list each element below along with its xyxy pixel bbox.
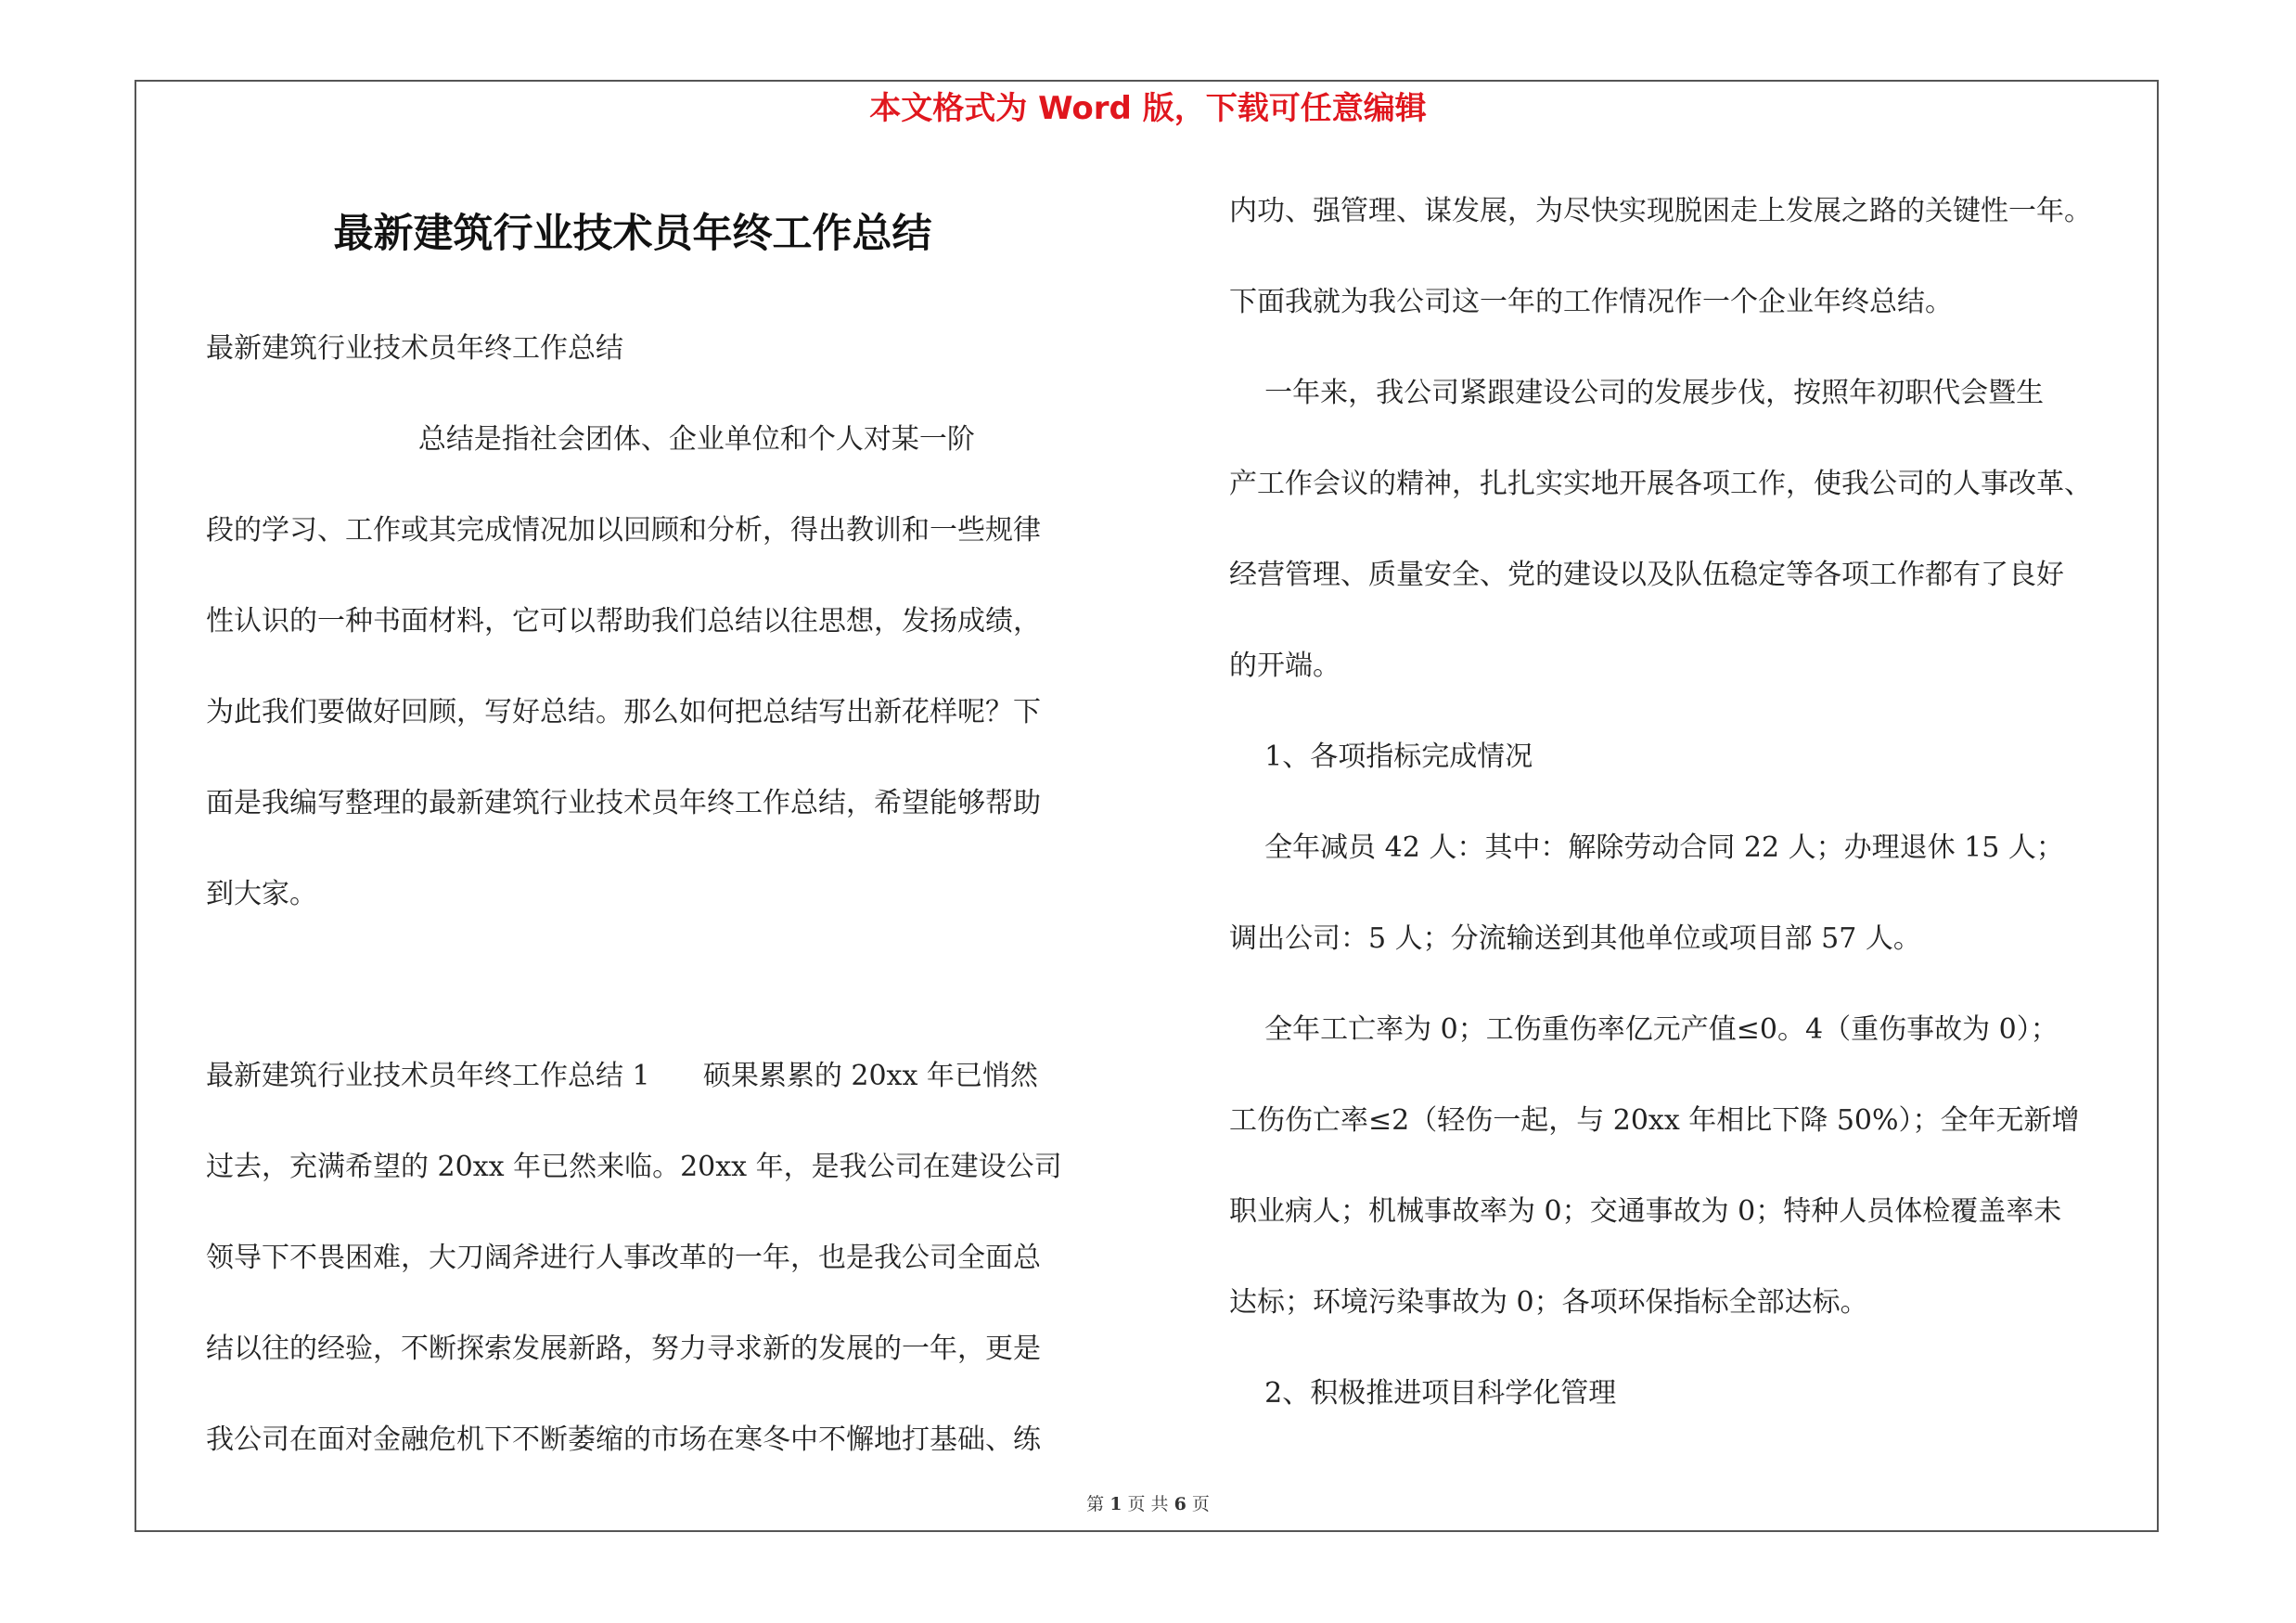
text-line: 我公司在面对金融危机下不断萎缩的市场在寒冬中不懈地打基础、练 [206,1423,1041,1456]
text-line: 经营管理、质量安全、党的建设以及队伍稳定等各项工作都有了良好 [1229,559,2064,591]
text-line: 领导下不畏困难，大刀阔斧进行人事改革的一年，也是我公司全面总 [206,1242,1041,1274]
section-heading: 2、积极推进项目科学化管理 [1229,1377,1617,1410]
text-line: 产工作会议的精神，扎扎实实地开展各项工作，使我公司的人事改革、 [1229,468,2092,500]
text-line: 达标；环境污染事故为 0；各项环保指标全部达标。 [1229,1286,1868,1319]
text-line: 到大家。 [206,878,317,910]
text-line: 性认识的一种书面材料，它可以帮助我们总结以往思想，发扬成绩， [206,605,1041,638]
page-number-footer [0,1490,2296,1518]
text-line: 全年工亡率为 0；工伤重伤率亿元产值≤0。4（重伤事故为 0）； [1229,1013,2059,1046]
text-line: 为此我们要做好回顾，写好总结。那么如何把总结写出新花样呢？下 [206,696,1041,728]
left-text-column [206,303,1134,1486]
text-line: 段的学习、工作或其完成情况加以回顾和分析，得出教训和一些规律 [206,514,1041,547]
text-line: 工伤伤亡率≤2（轻伤一起，与 20xx 年相比下降 50%）；全年无新增 [1229,1104,2080,1137]
blank-line [206,940,1134,1031]
right-text-column [1229,166,2157,1439]
footer-prefix: 第 [1086,1494,1105,1514]
text-line: 面是我编写整理的最新建筑行业技术员年终工作总结，希望能够帮助 [206,787,1041,819]
word-format-banner: 本文格式为 Word 版，下载可任意编辑 [869,90,1427,127]
text-line: 总结是指社会团体、企业单位和个人对某一阶 [206,423,975,456]
text-line: 全年减员 42 人：其中：解除劳动合同 22 人；办理退休 15 人； [1229,831,2064,864]
document-title: 最新建筑行业技术员年终工作总结 [333,211,932,257]
text-line: 最新建筑行业技术员年终工作总结 [206,332,623,365]
text-line: 内功、强管理、谋发展，为尽快实现脱困走上发展之路的关键性一年。 [1229,195,2092,227]
footer-suffix: 页 [1191,1494,1210,1514]
text-line: 的开端。 [1229,650,1340,682]
text-line: 最新建筑行业技术员年终工作总结 1 硕果累累的 20xx 年已悄然 [206,1060,1038,1092]
footer-middle: 页 共 [1127,1494,1169,1514]
text-line: 过去，充满希望的 20xx 年已然来临。20xx 年，是我公司在建设公司 [206,1151,1062,1183]
text-line: 下面我就为我公司这一年的工作情况作一个企业年终总结。 [1229,286,1953,318]
text-line: 职业病人；机械事故率为 0；交通事故为 0；特种人员体检覆盖率未 [1229,1195,2062,1228]
text-line: 一年来，我公司紧跟建设公司的发展步伐，按照年初职代会暨生 [1229,377,2045,409]
section-heading: 1、各项指标完成情况 [1229,741,1533,773]
text-line: 结以往的经验，不断探索发展新路，努力寻求新的发展的一年，更是 [206,1333,1041,1365]
text-line: 调出公司：5 人；分流输送到其他单位或项目部 57 人。 [1229,922,1921,955]
current-page-number: 1 [1110,1494,1122,1514]
total-pages-number: 6 [1174,1494,1186,1514]
